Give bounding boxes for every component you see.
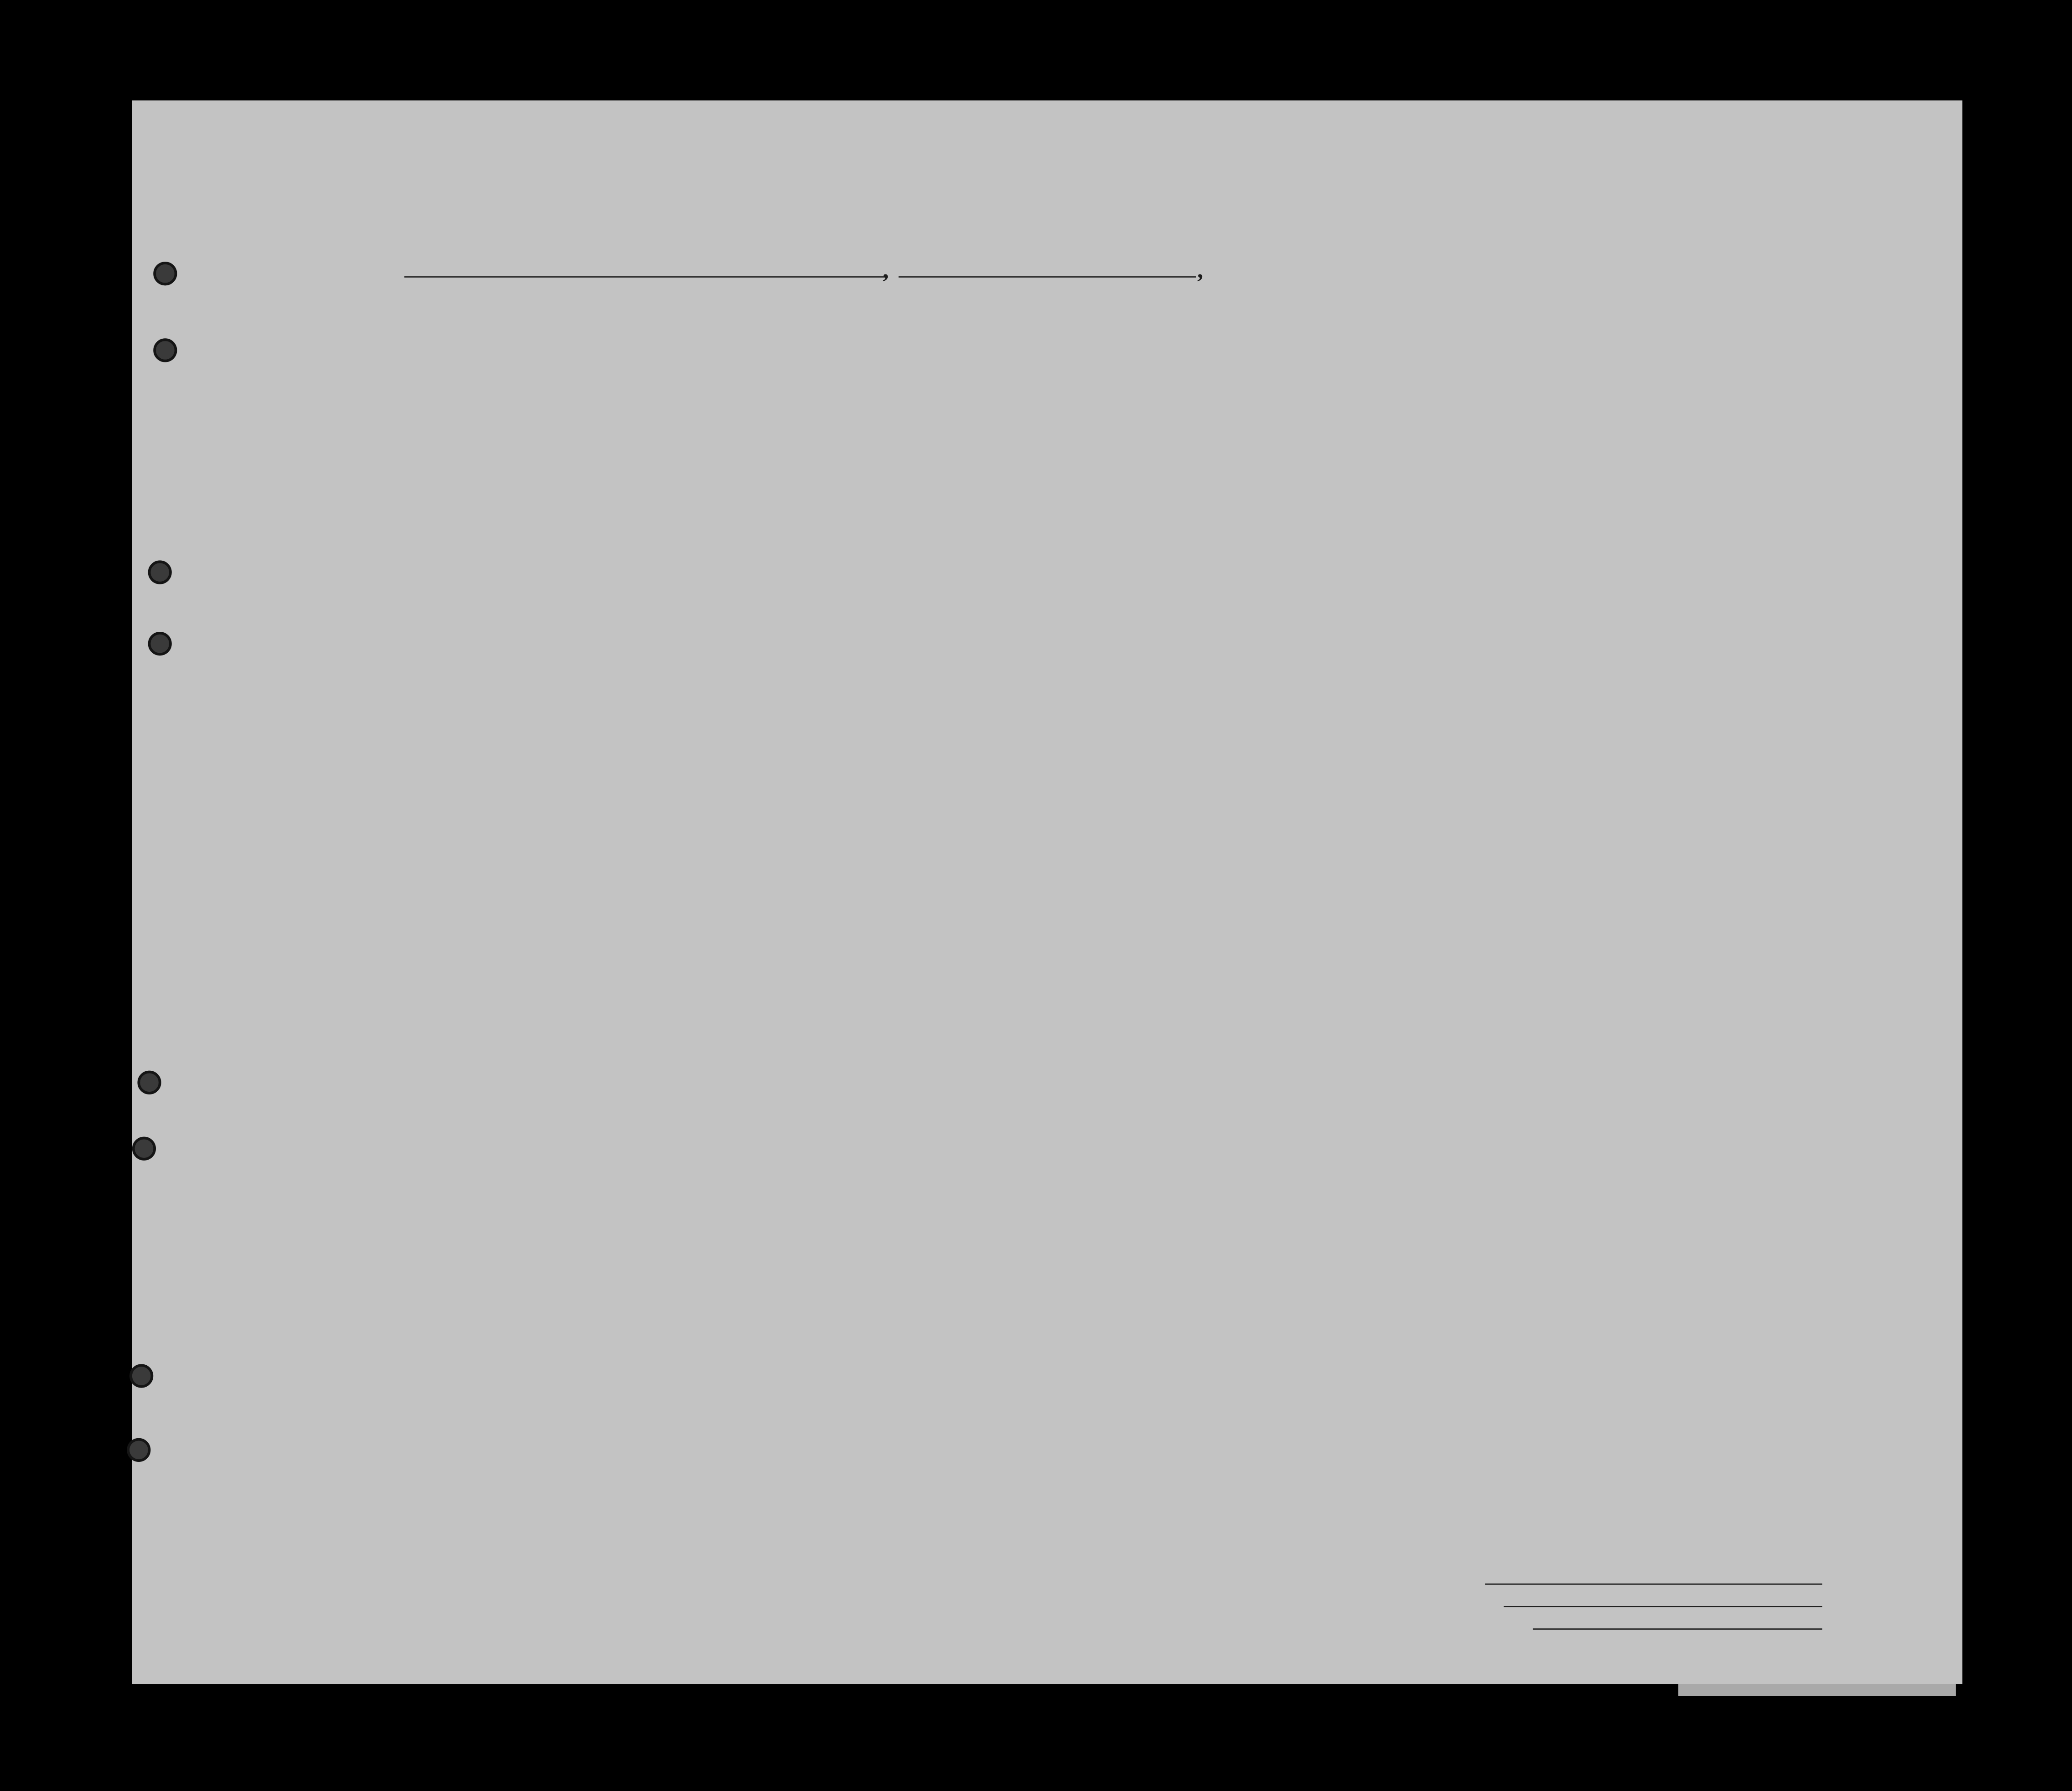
comma-2: , — [1197, 256, 1204, 283]
owners-underline — [1504, 1606, 1823, 1607]
line-underline — [1485, 1584, 1822, 1585]
col24-c — [1245, 365, 1271, 457]
table-grid — [132, 100, 1963, 1684]
local-agents-underline — [1533, 1628, 1822, 1630]
col25-header — [1279, 341, 1311, 457]
binder-hole — [137, 1071, 161, 1094]
binder-hole — [127, 1438, 150, 1462]
col30-header — [1459, 341, 1478, 457]
col24-b — [1214, 365, 1241, 457]
binder-hole — [132, 1137, 156, 1161]
binder-hole — [148, 632, 172, 655]
col21-header — [740, 341, 759, 453]
comma: , — [883, 256, 889, 283]
col28-header — [1372, 341, 1425, 457]
col18-title — [478, 341, 624, 352]
col26-header — [1320, 341, 1336, 457]
col24-a — [1176, 365, 1210, 457]
manifest-sheet — [132, 100, 1963, 1684]
col27-header — [1345, 341, 1361, 457]
col29-header — [1421, 341, 1457, 457]
col34-feet — [1612, 418, 1628, 454]
col22-title — [775, 338, 946, 349]
binder-hole — [153, 262, 177, 285]
binder-hole — [129, 1364, 153, 1388]
col19-header — [625, 341, 644, 453]
col34-inches — [1636, 418, 1652, 454]
binder-hole — [153, 338, 177, 362]
binder-hole — [148, 560, 172, 584]
col31-header — [1483, 341, 1501, 457]
